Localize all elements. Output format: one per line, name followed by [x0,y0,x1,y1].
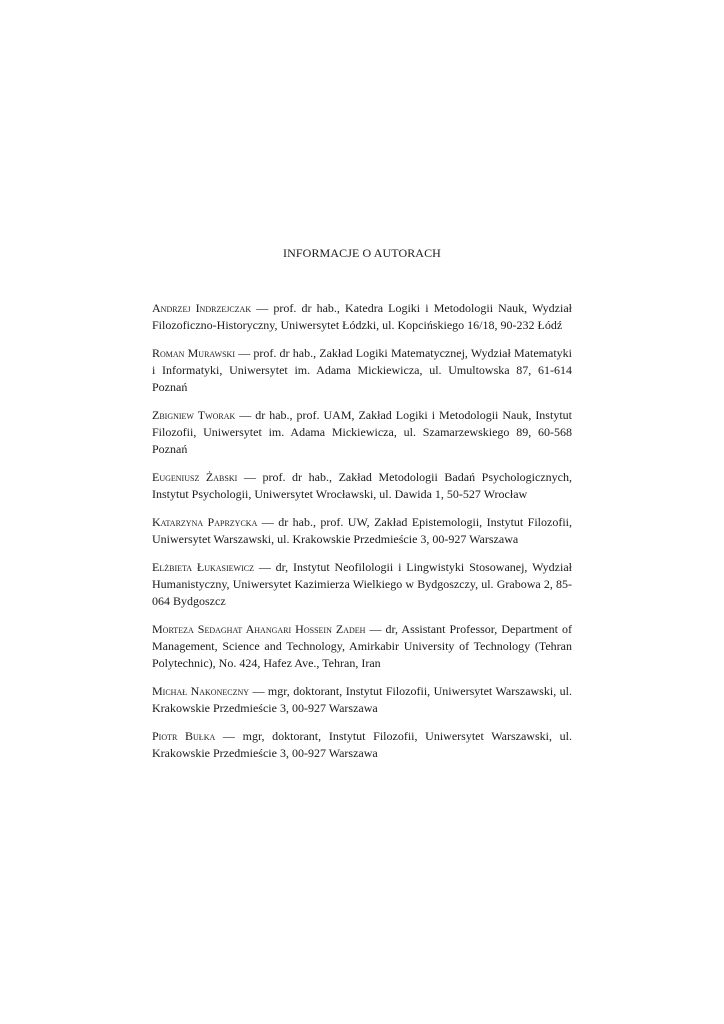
author-affiliation: — dr hab., prof. UW, Zakład Epistemologii, Instytut Filozofii, Uniwersytet Warszawski, ul. Krakowskie Przedmieście 3, 00-927 Warszawa [152,515,572,546]
author-affiliation: — mgr, doktorant, Instytut Filozofii, Uniwersytet Warszawski, ul. Krakowskie Przedmieście 3, 00-927 Warszawa [152,684,572,715]
author-affiliation: — prof. dr hab., Zakład Logiki Matematycznej, Wydział Matematyki i Informatyki, Uniwersytet im. Adama Mickiewicza, ul. Umultowska 87, 61-614 Poznań [152,346,572,394]
author-name: Elżbieta Łukasiewicz [152,560,254,574]
author-affiliation: — dr, Instytut Neofilologii i Lingwistyki Stosowanej, Wydział Humanistyczny, Uniwersytet Kazimierza Wielkiego w Bydgoszczy, ul. Grabowa 2, 85-064 Bydgoszcz [152,560,572,608]
author-name: Piotr Bułka [152,729,216,743]
author-name: Roman Murawski [152,346,235,360]
author-name: Morteza Sedaghat Ahangari Hossein Zadeh [152,622,366,636]
author-affiliation: — prof. dr hab., Katedra Logiki i Metodologii Nauk, Wydział Filozoficzno-Historyczny, Uniwersytet Łódzki, ul. Kopcińskiego 16/18, 90-232 Łódź [152,301,573,332]
author-list [152,300,572,773]
author-name: Zbigniew Tworak [152,408,236,422]
author-entry [152,683,572,717]
author-entry [152,407,572,458]
author-entry [152,300,572,334]
author-entry [152,728,572,762]
author-entry [152,514,572,548]
page-heading: INFORMACJE O AUTORACH [283,246,441,260]
author-entry [152,621,572,672]
author-affiliation: — prof. dr hab., Zakład Metodologii Badań Psychologicznych, Instytut Psychologii, Uniwersytet Wrocławski, ul. Dawida 1, 50-527 Wrocław [152,470,572,501]
author-entry [152,559,572,610]
author-name: Michał Nakoneczny [152,684,250,698]
author-affiliation: — dr, Assistant Professor, Department of Management, Science and Technology, Amirkabir University of Technology (Tehran Polytechnic), No. 424, Hafez Ave., Tehran, Iran [152,622,573,670]
author-affiliation: — dr hab., prof. UAM, Zakład Logiki i Metodologii Nauk, Instytut Filozofii, Uniwersytet im. Adama Mickiewicza, ul. Szamarzewskiego 89, 60-568 Poznań [152,408,572,456]
author-name: Katarzyna Paprzycka [152,515,258,529]
author-entry [152,345,572,396]
author-affiliation: — mgr, doktorant, Instytut Filozofii, Uniwersytet Warszawski, ul. Krakowskie Przedmieście 3, 00-927 Warszawa [152,729,572,760]
author-name: Eugeniusz Żabski [152,470,238,484]
author-name: Andrzej Indrzejczak [152,301,252,315]
author-entry [152,469,572,503]
